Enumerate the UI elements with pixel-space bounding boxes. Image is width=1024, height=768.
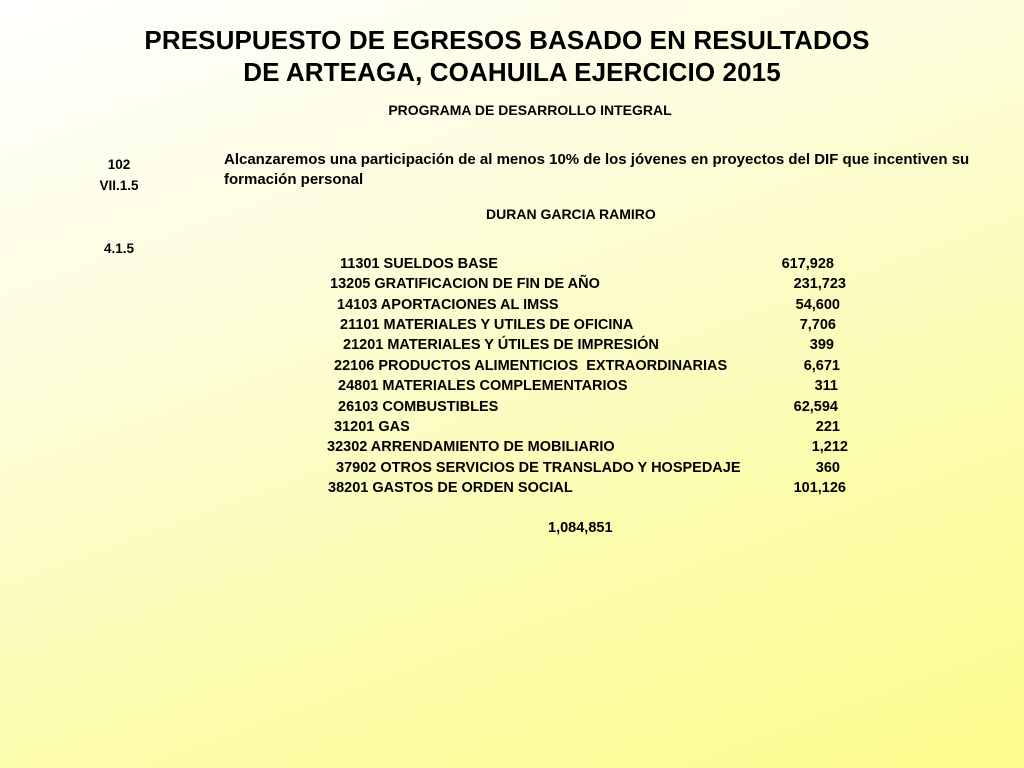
budget-item-concept: 22106 PRODUCTOS ALIMENTICIOS EXTRAORDINARIAS (334, 358, 728, 374)
budget-item-concept: 11301 SUELDOS BASE (340, 256, 498, 272)
budget-item-amount: 221 (815, 419, 840, 435)
budget-item-concept: 13205 GRATIFICACION DE FIN DE AÑO (330, 276, 600, 292)
budget-item-amount: 101,126 (793, 480, 846, 496)
budget-item-amount: 54,600 (795, 297, 840, 313)
budget-item-concept: 24801 MATERIALES COMPLEMENTARIOS (338, 378, 628, 394)
program-code: 102 (107, 157, 131, 172)
program-objective: Alcanzaremos una participación de al menos 10% de los jóvenes en proyectos del DIF que incentiven su formación personal (224, 151, 970, 188)
budget-item-concept: 26103 COMBUSTIBLES (338, 399, 499, 415)
budget-item-concept: 14103 APORTACIONES AL IMSS (337, 297, 559, 313)
budget-item-amount: 311 (814, 378, 838, 394)
title-line-1: PRESUPUESTO DE EGRESOS BASADO EN RESULTADOS (144, 25, 870, 55)
budget-item-concept: 32302 ARRENDAMIENTO DE MOBILIARIO (327, 439, 615, 455)
document-title (0, 24, 1024, 88)
budget-item-amount: 399 (809, 337, 834, 353)
program-classification: VII.1.5 (99, 178, 139, 193)
program-name: PROGRAMA DE DESARROLLO INTEGRAL (388, 102, 672, 118)
title-line-2: DE ARTEAGA, COAHUILA EJERCICIO 2015 (243, 57, 781, 87)
budget-item-amount: 231,723 (793, 276, 846, 292)
budget-item-concept: 21101 MATERIALES Y UTILES DE OFICINA (340, 317, 634, 333)
budget-item-amount: 1,212 (811, 439, 848, 455)
responsible-person: DURAN GARCIA RAMIRO (486, 206, 656, 222)
budget-item-concept: 37902 OTROS SERVICIOS DE TRANSLADO Y HOSPEDAJE (336, 460, 741, 476)
budget-item-amount: 7,706 (799, 317, 836, 333)
budget-item-concept: 21201 MATERIALES Y ÚTILES DE IMPRESIÓN (343, 337, 659, 353)
budget-item-amount: 6,671 (803, 358, 840, 374)
budget-item-amount: 62,594 (793, 399, 838, 415)
budget-total: 1,084,851 (548, 520, 613, 536)
program-subcode: 4.1.5 (103, 241, 135, 256)
budget-item-concept: 38201 GASTOS DE ORDEN SOCIAL (328, 480, 573, 496)
budget-item-amount: 617,928 (781, 256, 834, 272)
budget-item-concept: 31201 GAS (334, 419, 410, 435)
budget-item-amount: 360 (815, 460, 840, 476)
